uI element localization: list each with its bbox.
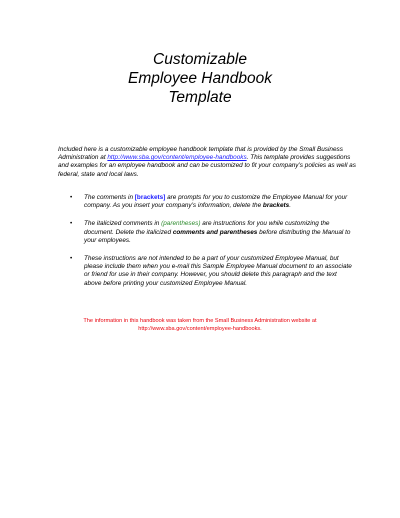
bullet-icon: • xyxy=(70,194,73,201)
instruction-text: The italicized comments in xyxy=(84,220,162,228)
instruction-parentheses xyxy=(70,220,352,245)
intro-text-before-link: Included here is a customizable employee handbook template that is provided by the Small Business Administration at xyxy=(58,146,343,162)
instruction-text: before distributing the Manual to your employees. xyxy=(84,228,351,244)
document-title xyxy=(0,50,400,107)
intro-text-after-link: . This template provides suggestions and examples for an employee handbook and can be customized to fit your company’s policies as well as federal, state and local laws. xyxy=(58,154,356,178)
title-line-1: Customizable xyxy=(153,51,247,68)
instruction-text: The comments in xyxy=(84,194,135,201)
source-note xyxy=(60,318,340,333)
instruction-text: These instructions are not intended to be a part of your customized Employee Manual, but please include them when you e-mail this Sample Employee Manual document to an associate or friend for use in their company. However, you should delete this paragraph and the text above before printing your customized Employee Manual. xyxy=(84,255,352,287)
title-line-3: Template xyxy=(168,89,232,106)
intro-paragraph xyxy=(58,146,358,179)
source-note-line-1: The information in this handbook was taken from the Small Business Administration website at xyxy=(83,318,317,324)
instruction-text: are instructions for you while customizing the document. Delete the italicized xyxy=(84,220,330,236)
instruction-text: are prompts for you to customize the Employee Manual for your company. As you insert your company’s information, delete the xyxy=(84,194,348,210)
brackets-bold: brackets xyxy=(262,202,290,210)
instruction-list xyxy=(70,194,352,298)
comments-parentheses-bold: comments and parentheses xyxy=(172,228,258,236)
parentheses-label: (parentheses) xyxy=(161,220,201,228)
brackets-label: [brackets] xyxy=(134,194,166,201)
instruction-brackets xyxy=(70,194,352,210)
title-line-2: Employee Handbook xyxy=(128,70,272,87)
instruction-text: . xyxy=(289,202,291,210)
source-note-url: http://www.sba.gov/content/employee-handbooks. xyxy=(138,325,262,332)
bullet-icon: • xyxy=(70,220,73,228)
instruction-delete-note xyxy=(70,255,352,288)
bullet-icon: • xyxy=(70,255,73,263)
sba-handbook-link[interactable]: http://www.sba.gov/content/employee-handbooks xyxy=(107,154,247,162)
